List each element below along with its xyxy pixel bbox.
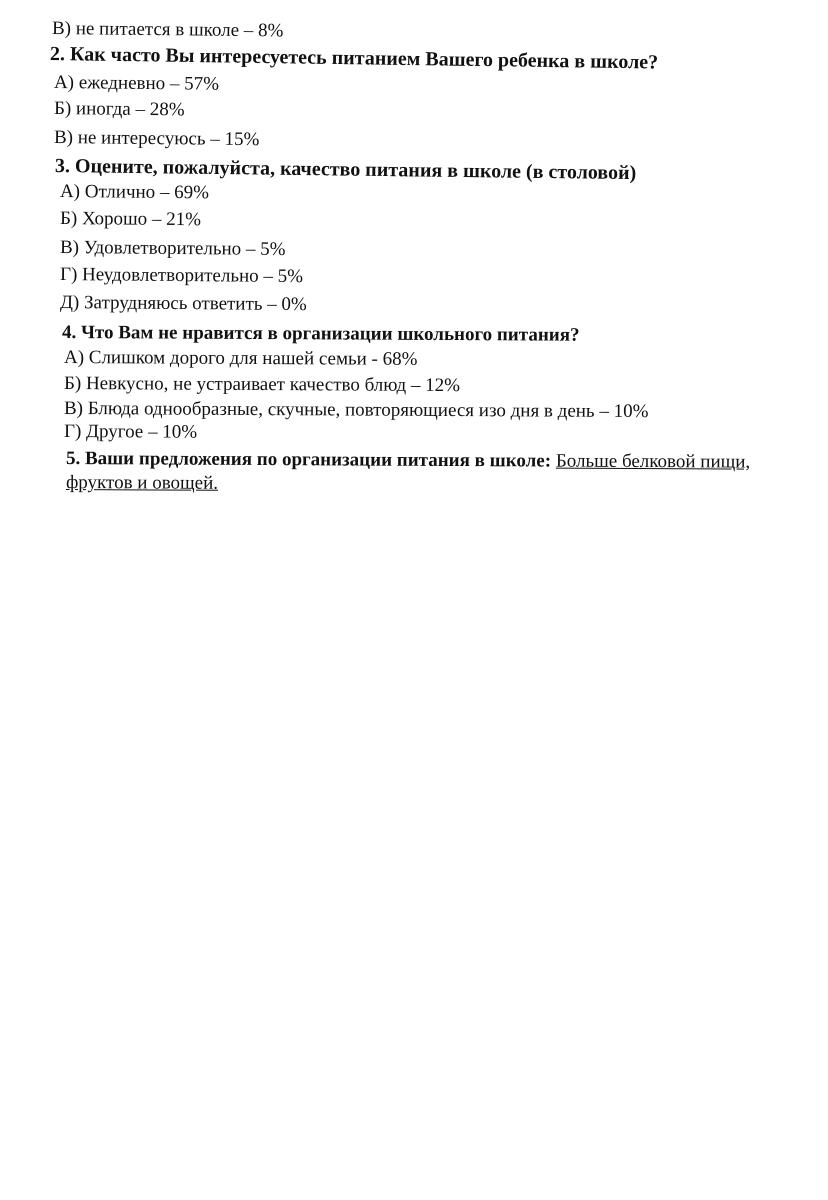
q3-title: 3. Оцените, пожалуйста, качество питания в школе (в столовой) <box>54 155 637 185</box>
q5-title-line <box>66 448 750 474</box>
q5-title: 5. Ваши предложения по организации питания в школе: <box>65 448 552 472</box>
q3-option-b: Б) Хорошо – 21% <box>59 208 202 231</box>
q4-option-c: В) Блюда однообразные, скучные, повторяющиеся изо дня в день – 10% <box>63 398 649 423</box>
q5-answer-line2: фруктов и овощей. <box>65 472 219 494</box>
q5-answer-line2-wrap <box>66 472 218 495</box>
q2-option-b: Б) иногда – 28% <box>53 98 185 121</box>
q3-option-d: Г) Неудовлетворительно – 5% <box>59 264 304 288</box>
q1-option-c: В) не питается в школе – 8% <box>51 18 284 42</box>
q5-answer-line1: Больше белковой пищи, <box>555 450 751 473</box>
q3-option-c: В) Удовлетворительно – 5% <box>59 237 286 260</box>
q4-option-b: Б) Невкусно, не устраивает качество блюд – 12% <box>63 373 461 397</box>
q2-option-c: В) не интересуюсь – 15% <box>53 127 260 151</box>
q4-option-a: А) Слишком дорого для нашей семьи - 68% <box>63 347 418 370</box>
q2-title: 2. Как часто Вы интересуетесь питанием Вашего ребенка в школе? <box>49 43 659 74</box>
q4-option-d: Г) Другое – 10% <box>63 421 198 443</box>
q2-option-a: А) ежедневно – 57% <box>53 72 220 95</box>
q3-option-a: А) Отлично – 69% <box>59 181 210 204</box>
q4-title: 4. Что Вам не нравится в организации школьного питания? <box>61 322 580 346</box>
q3-option-e: Д) Затрудняюсь ответить – 0% <box>59 292 307 316</box>
